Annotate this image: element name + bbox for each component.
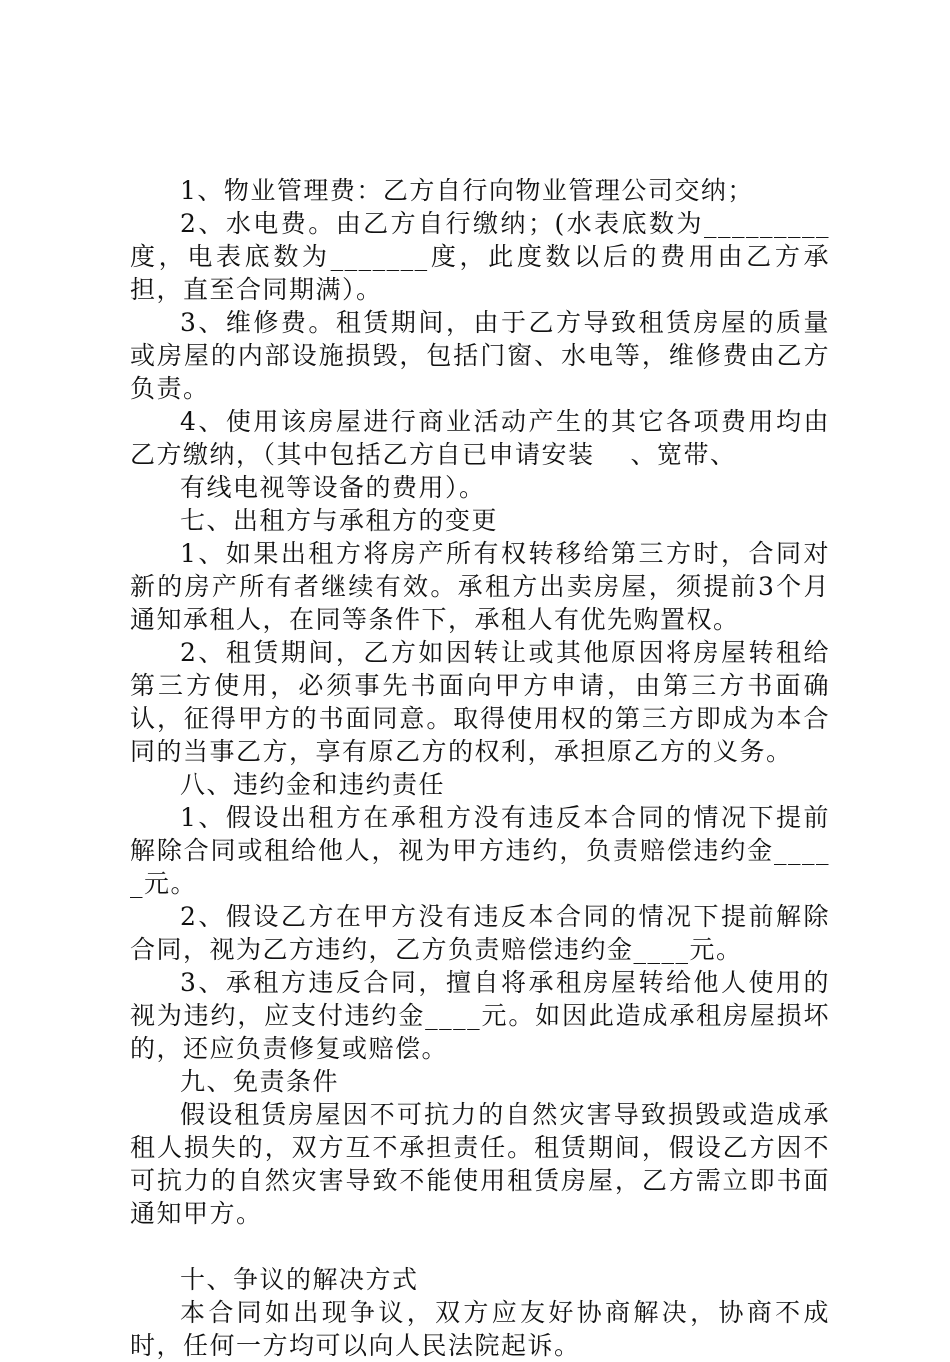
clause-business-fees-continued: 有线电视等设备的费用）。 [180,473,486,502]
section-heading-dispute: 十、争议的解决方式 [180,1265,419,1294]
clause-unauthorized-transfer: 3、承租方违反合同，擅自将承租房屋转给他人使用的视为违约，应支付违约金____元。如因此造成承租房屋损坏的，还应负责修复或赔偿。 [130,968,830,1063]
clause-lessee-breach: 2、假设乙方在甲方没有违反本合同的情况下提前解除合同，视为乙方违约，乙方负责赔偿违约金____元。 [130,902,830,964]
section-heading-exemption: 九、免责条件 [180,1067,340,1096]
clause-property-fee: 1、物业管理费：乙方自行向物业管理公司交纳； [180,176,754,205]
paragraph-gap [130,1230,830,1263]
clause-force-majeure: 假设租赁房屋因不可抗力的自然灾害导致损毁或造成承租人损失的，双方互不承担责任。租赁期间，假设乙方因不可抗力的自然灾害导致不能使用租赁房屋，乙方需立即书面通知甲方。 [130,1100,830,1228]
clause-utility-fee: 2、水电费。由乙方自行缴纳；(水表底数为_________度，电表底数为_______度，此度数以后的费用由乙方承担，直至合同期满）。 [130,209,830,304]
document-body [130,174,830,1362]
clause-business-fees: 4、使用该房屋进行商业活动产生的其它各项费用均由乙方缴纳，（其中包括乙方自已申请安装 、宽带、 [130,407,830,469]
section-heading-breach: 八、违约金和违约责任 [180,770,446,799]
clause-maintenance-fee: 3、维修费。租赁期间，由于乙方导致租赁房屋的质量或房屋的内部设施损毁，包括门窗、水电等，维修费由乙方负责。 [130,308,830,403]
clause-ownership-transfer: 1、如果出租方将房产所有权转移给第三方时，合同对新的房产所有者继续有效。承租方出卖房屋，须提前3个月通知承租人，在同等条件下，承租人有优先购置权。 [130,539,830,634]
clause-lessor-breach: 1、假设出租方在承租方没有违反本合同的情况下提前解除合同或租给他人，视为甲方违约，负责赔偿违约金_____元。 [130,803,830,898]
section-heading-change-of-parties: 七、出租方与承租方的变更 [180,506,499,535]
clause-sublease: 2、租赁期间，乙方如因转让或其他原因将房屋转租给第三方使用，必须事先书面向甲方申请，由第三方书面确认，征得甲方的书面同意。取得使用权的第三方即成为本合同的当事乙方，享有原乙方的权利，承担原乙方的义务。 [130,638,830,766]
clause-dispute-resolution: 本合同如出现争议，双方应友好协商解决，协商不成时，任何一方均可以向人民法院起诉。 [130,1298,830,1360]
